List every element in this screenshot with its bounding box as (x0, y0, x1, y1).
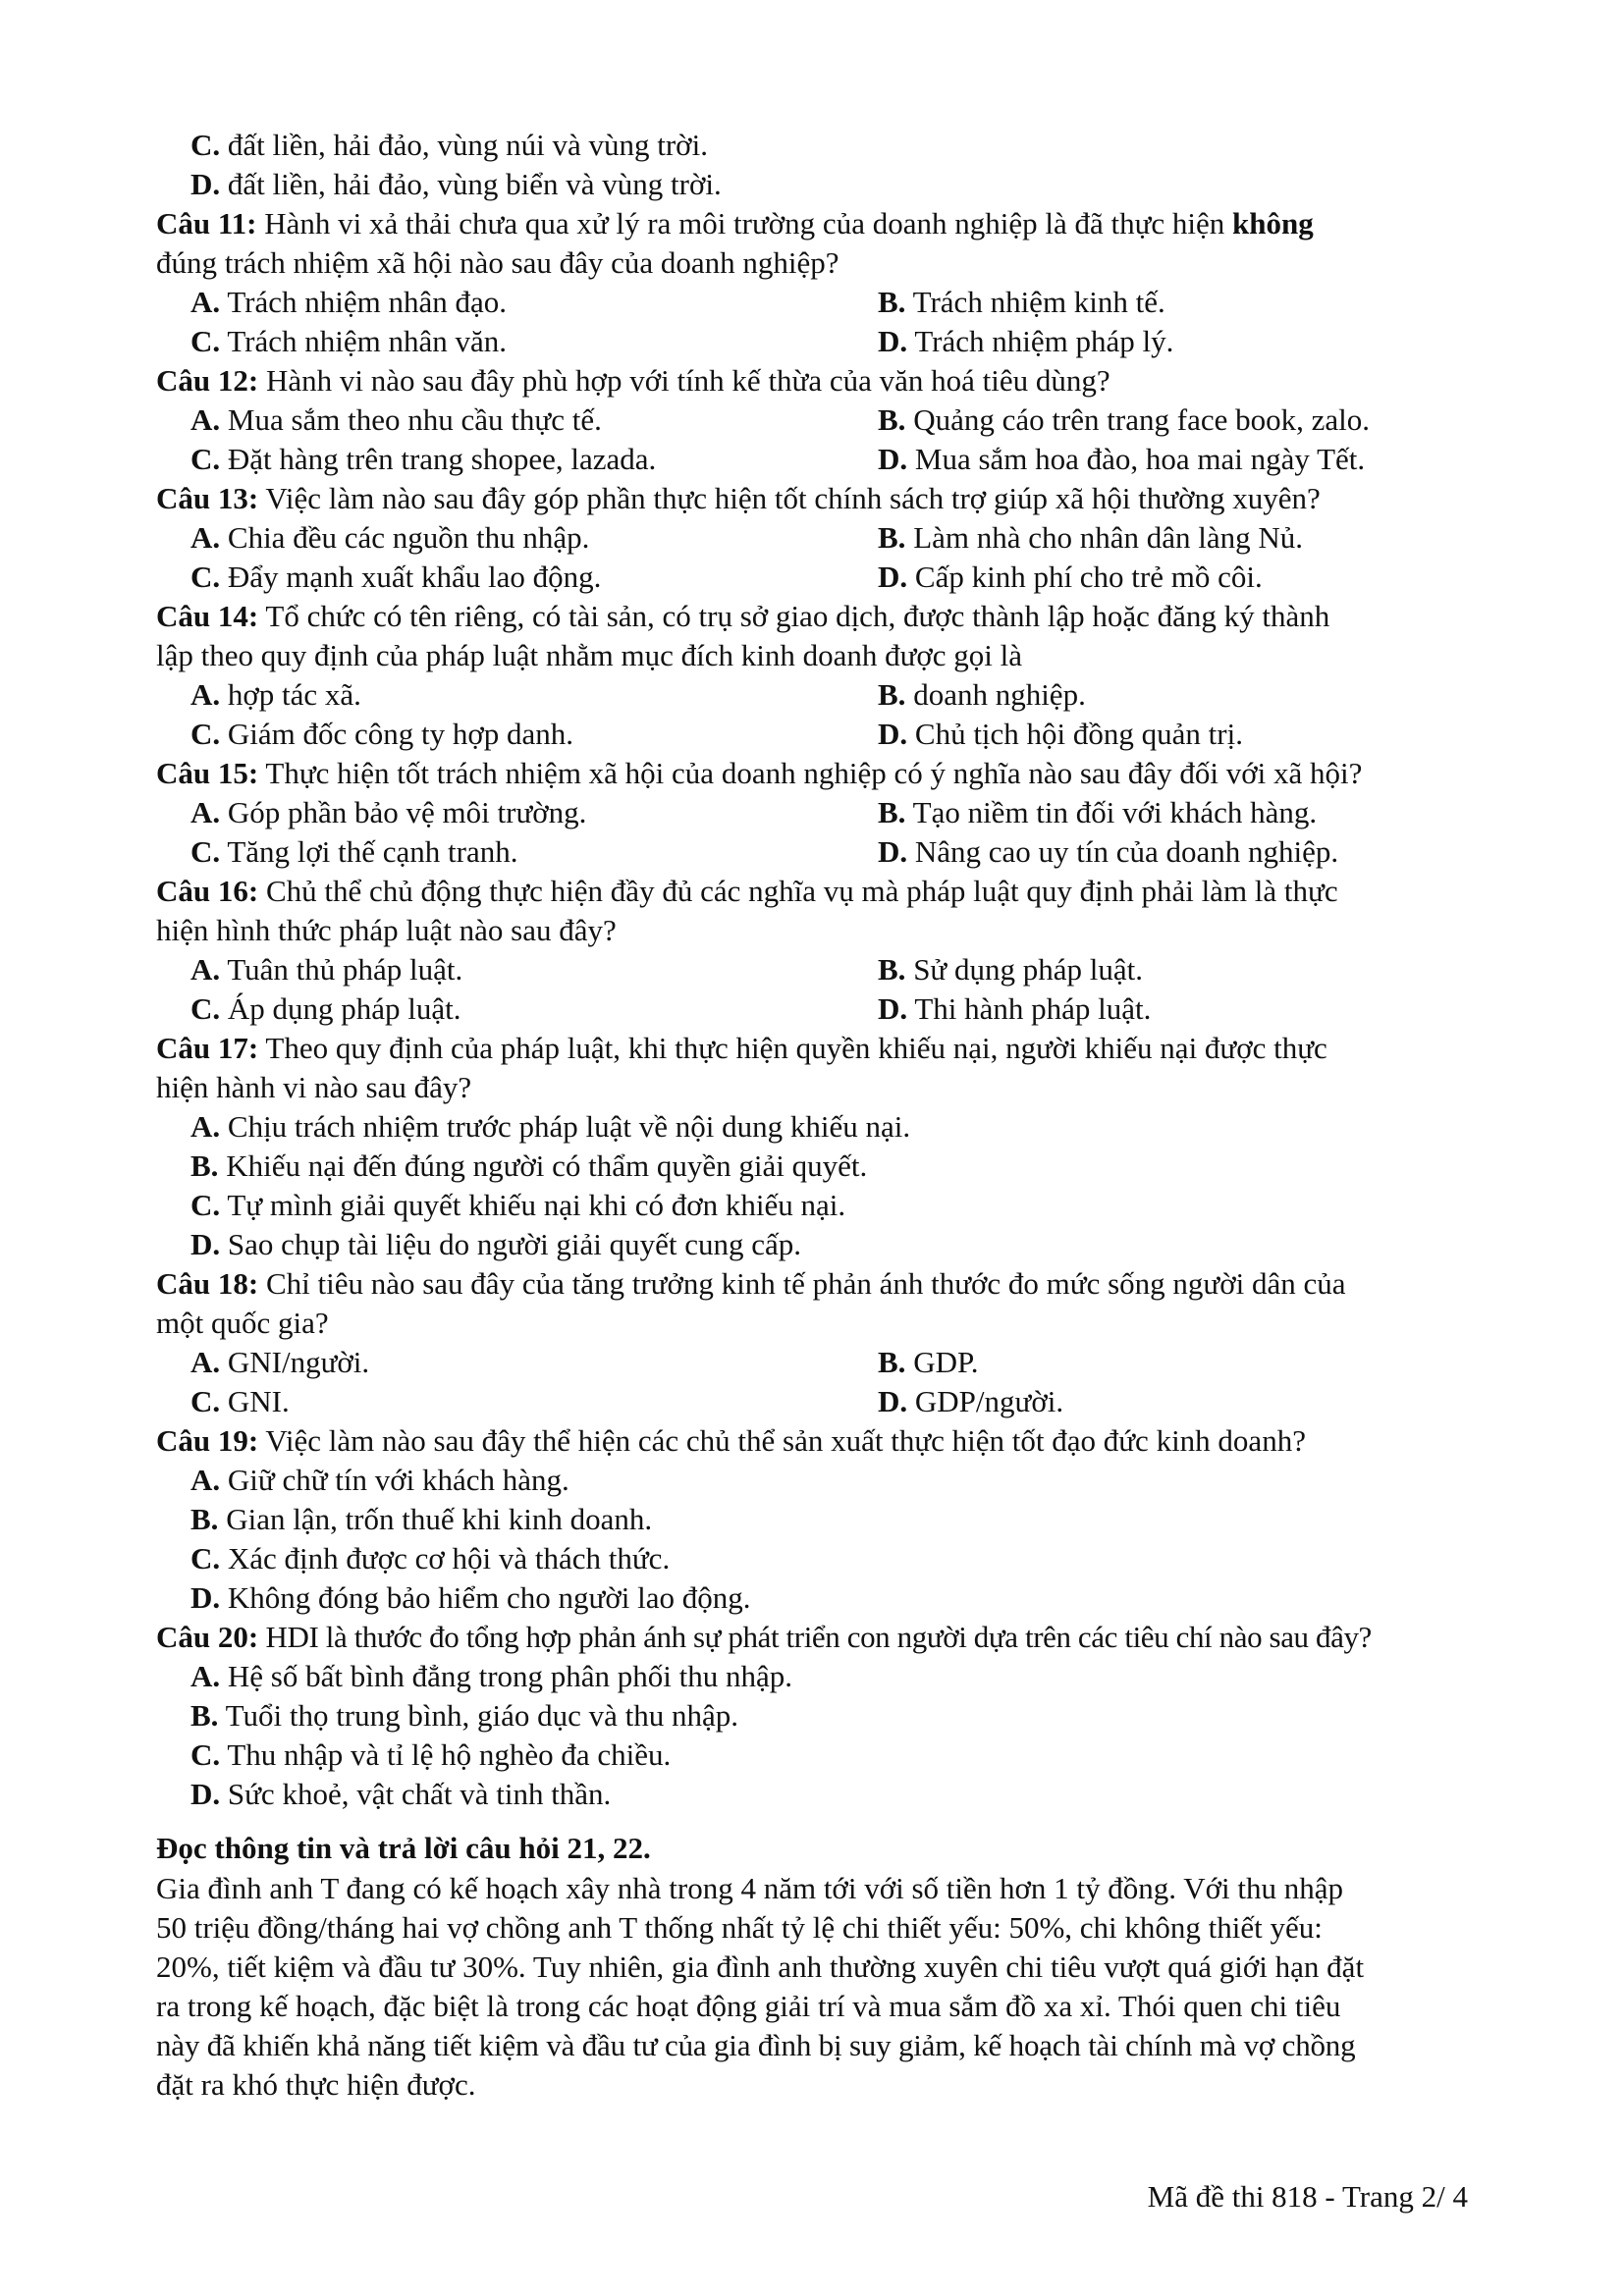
question-stem (156, 243, 1506, 283)
option-line (156, 165, 1506, 204)
question-stem (156, 361, 1506, 400)
option-b: B. Gian lận, trốn thuế khi kinh doanh. (190, 1502, 653, 1536)
question-stem (156, 1264, 1506, 1304)
option-d: D. Không đóng bảo hiểm cho người lao động. (190, 1580, 751, 1615)
option-row (156, 1382, 1506, 1421)
question-label: Câu 18: (156, 1266, 259, 1301)
question-stem (156, 1068, 1506, 1107)
section-title: Đọc thông tin và trả lời câu hỏi 21, 22. (156, 1831, 651, 1865)
option-a: A. Giữ chữ tín với khách hàng. (190, 1463, 569, 1497)
option-d: D. GDP/người. (878, 1384, 1064, 1418)
question-stem (156, 911, 1506, 950)
question-stem-text: Hành vi xả thải chưa qua xử lý ra môi trường của doanh nghiệp là đã thực hiện (256, 206, 1233, 240)
option-row (156, 518, 1506, 558)
question-stem (156, 754, 1506, 793)
question-stem-text: Việc làm nào sau đây góp phần thực hiện tốt chính sách trợ giúp xã hội thường xuyên? (258, 481, 1321, 515)
question-stem-text: một quốc gia? (156, 1306, 329, 1340)
option-letter: C. (190, 128, 221, 162)
option-row (156, 715, 1506, 754)
exam-content (156, 126, 1506, 2105)
option-c: C. Giám đốc công ty hợp danh. (190, 717, 574, 751)
option-d: D. Sức khoẻ, vật chất và tinh thần. (190, 1777, 612, 1811)
question-stem (156, 597, 1506, 636)
question-stem-text: Theo quy định của pháp luật, khi thực hiện quyền khiếu nại, người khiếu nại được thực (258, 1031, 1327, 1065)
option-b: B. Quảng cáo trên trang face book, zalo. (878, 402, 1370, 437)
option-c: C. Tự mình giải quyết khiếu nại khi có đơn khiếu nại. (190, 1188, 846, 1222)
question-stem-text: đúng trách nhiệm xã hội nào sau đây của doanh nghiệp? (156, 245, 839, 280)
option-d: D. Sao chụp tài liệu do người giải quyết cung cấp. (190, 1227, 802, 1261)
paragraph-line: 20%, tiết kiệm và đầu tư 30%. Tuy nhiên, gia đình anh thường xuyên chi tiêu vượt quá giới hạn đặt (156, 1949, 1365, 1984)
option-a: A. hợp tác xã. (190, 677, 361, 712)
option-letter: D. (190, 167, 221, 201)
question-stem (156, 1029, 1506, 1068)
option-c: C. Xác định được cơ hội và thách thức. (190, 1541, 671, 1575)
option-c: C. Đặt hàng trên trang shopee, lazada. (190, 442, 657, 476)
option-b: B. Trách nhiệm kinh tế. (878, 285, 1165, 319)
question-label: Câu 13: (156, 481, 259, 515)
option-b: B. Tuổi thọ trung bình, giáo dục và thu nhập. (190, 1698, 739, 1733)
question-label: Câu 20: (156, 1620, 259, 1654)
question-stem-text: Thực hiện tốt trách nhiệm xã hội của doanh nghiệp có ý nghĩa nào sau đây đối với xã hội? (258, 756, 1363, 790)
option-a: A. Hệ số bất bình đẳng trong phân phối thu nhập. (190, 1659, 793, 1693)
option-c: C. GNI. (190, 1384, 290, 1418)
option-a: A. Chịu trách nhiệm trước pháp luật về nội dung khiếu nại. (190, 1109, 911, 1144)
paragraph-line: ra trong kế hoạch, đặc biệt là trong các hoạt động giải trí và mua sắm đồ xa xỉ. Thói quen chi tiêu (156, 1989, 1341, 2023)
option-row (156, 283, 1506, 322)
question-stem (156, 204, 1506, 243)
option-row (156, 793, 1506, 832)
option-row (156, 440, 1506, 479)
question-stem-text: Việc làm nào sau đây thể hiện các chủ thể sản xuất thực hiện tốt đạo đức kinh doanh? (258, 1423, 1306, 1458)
paragraph-line: Gia đình anh T đang có kế hoạch xây nhà trong 4 năm tới với số tiền hơn 1 tỷ đồng. Với thu nhập (156, 1871, 1343, 1905)
question-stem-text: Chỉ tiêu nào sau đây của tăng trưởng kinh tế phản ánh thước đo mức sống người dân của (258, 1266, 1346, 1301)
option-d: D. Thi hành pháp luật. (878, 991, 1152, 1026)
option-d: D. Chủ tịch hội đồng quản trị. (878, 717, 1243, 751)
question-stem-text: lập theo quy định của pháp luật nhằm mục đích kinh doanh được gọi là (156, 638, 1023, 672)
question-stem-text: hiện hành vi nào sau đây? (156, 1070, 472, 1104)
question-label: Câu 16: (156, 874, 259, 908)
option-c: C. Áp dụng pháp luật. (190, 991, 461, 1026)
option-a: A. Chia đều các nguồn thu nhập. (190, 520, 590, 555)
option-c: C. Trách nhiệm nhân văn. (190, 324, 508, 358)
option-text: đất liền, hải đảo, vùng núi và vùng trời. (220, 128, 708, 162)
option-row (156, 832, 1506, 872)
option-d: D. Cấp kinh phí cho trẻ mồ côi. (878, 560, 1263, 594)
option-b: B. doanh nghiệp. (878, 677, 1086, 712)
option-c: C. Thu nhập và tỉ lệ hộ nghèo đa chiều. (190, 1737, 672, 1772)
option-a: A. Góp phần bảo vệ môi trường. (190, 795, 587, 829)
option-d: D. Trách nhiệm pháp lý. (878, 324, 1174, 358)
question-stem-emphasis: không (1232, 206, 1314, 240)
option-row (156, 1343, 1506, 1382)
question-stem-text: Chủ thể chủ động thực hiện đầy đủ các nghĩa vụ mà pháp luật quy định phải làm là thực (258, 874, 1338, 908)
question-stem (156, 1304, 1506, 1343)
question-label: Câu 15: (156, 756, 259, 790)
question-label: Câu 19: (156, 1423, 259, 1458)
option-c: C. Đẩy mạnh xuất khẩu lao động. (190, 560, 602, 594)
option-d: D. Nâng cao uy tín của doanh nghiệp. (878, 834, 1339, 869)
option-a: A. Mua sắm theo nhu cầu thực tế. (190, 402, 602, 437)
option-a: A. GNI/người. (190, 1345, 370, 1379)
question-label: Câu 14: (156, 599, 259, 633)
option-d: D. Mua sắm hoa đào, hoa mai ngày Tết. (878, 442, 1366, 476)
question-label: Câu 11: (156, 206, 257, 240)
question-stem (156, 1421, 1506, 1461)
option-row (156, 989, 1506, 1029)
question-stem (156, 636, 1506, 675)
option-row (156, 322, 1506, 361)
question-stem-text: HDI là thước đo tổng hợp phản ánh sự phát triển con người dựa trên các tiêu chí nào sau đây? (258, 1620, 1372, 1654)
paragraph-line: đặt ra khó thực hiện được. (156, 2067, 476, 2102)
option-line (156, 126, 1506, 165)
question-stem (156, 479, 1506, 518)
option-b: B. GDP. (878, 1345, 979, 1379)
option-row (156, 400, 1506, 440)
option-c: C. Tăng lợi thế cạnh tranh. (190, 834, 518, 869)
question-stem-text: Hành vi nào sau đây phù hợp với tính kế thừa của văn hoá tiêu dùng? (258, 363, 1110, 398)
option-a: A. Trách nhiệm nhân đạo. (190, 285, 508, 319)
paragraph-line: này đã khiến khả năng tiết kiệm và đầu tư của gia đình bị suy giảm, kế hoạch tài chính mà vợ chồng (156, 2028, 1356, 2062)
page-footer: Mã đề thi 818 - Trang 2/ 4 (1147, 2179, 1468, 2214)
question-stem-text: hiện hình thức pháp luật nào sau đây? (156, 913, 617, 947)
option-row (156, 675, 1506, 715)
option-b: B. Khiếu nại đến đúng người có thẩm quyền giải quyết. (190, 1148, 868, 1183)
question-label: Câu 12: (156, 363, 259, 398)
option-row (156, 950, 1506, 989)
option-text: đất liền, hải đảo, vùng biển và vùng trời. (220, 167, 722, 201)
question-stem-text: Tổ chức có tên riêng, có tài sản, có trụ sở giao dịch, được thành lập hoặc đăng ký thành (258, 599, 1330, 633)
option-b: B. Làm nhà cho nhân dân làng Nủ. (878, 520, 1304, 555)
question-label: Câu 17: (156, 1031, 259, 1065)
option-row (156, 558, 1506, 597)
option-a: A. Tuân thủ pháp luật. (190, 952, 463, 987)
question-stem (156, 1618, 1506, 1657)
option-b: B. Tạo niềm tin đối với khách hàng. (878, 795, 1318, 829)
option-b: B. Sử dụng pháp luật. (878, 952, 1143, 987)
question-stem (156, 872, 1506, 911)
paragraph-line: 50 triệu đồng/tháng hai vợ chồng anh T thống nhất tỷ lệ chi thiết yếu: 50%, chi không thiết yếu: (156, 1910, 1323, 1945)
